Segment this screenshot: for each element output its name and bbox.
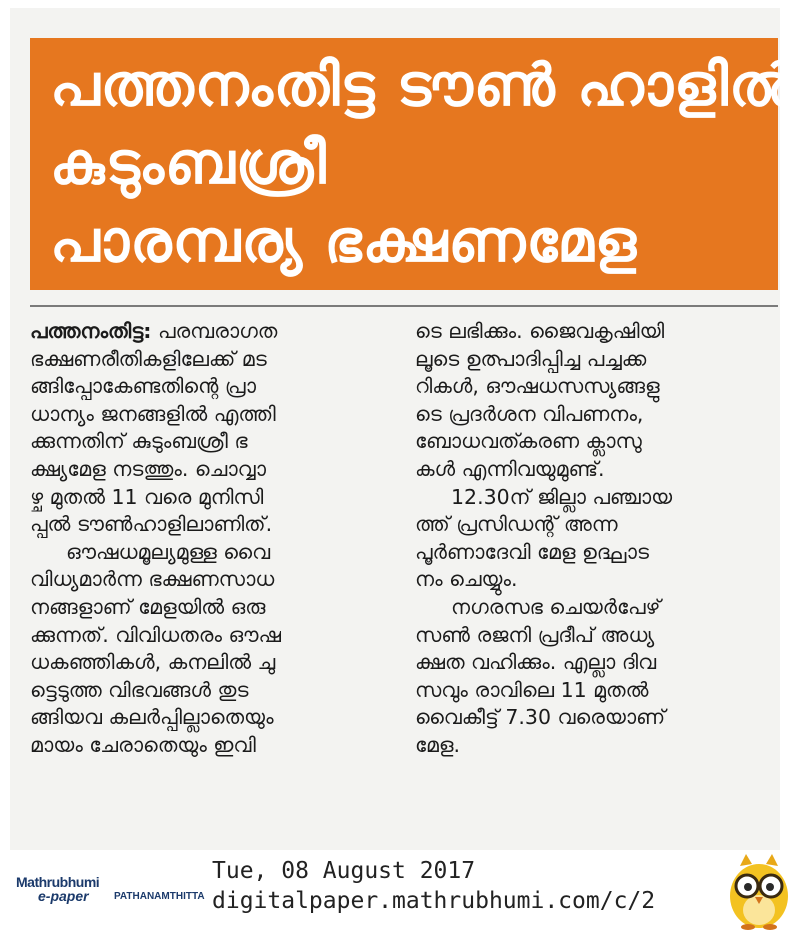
divider	[30, 305, 778, 307]
epaper-footer	[0, 850, 800, 930]
article-line: ധകഞ്ഞികൾ, കനലിൽ ചു	[30, 650, 276, 675]
article-line: പ്പൽ ടൗൺഹാളിലാണിത്.	[30, 512, 273, 537]
article-line: ധാന്യം ജനങ്ങളിൽ എത്തി	[30, 401, 276, 426]
article-line: പൂർണാദേവി മേള ഉദ്ഘാട	[415, 539, 649, 564]
article-line: മേള.	[415, 732, 460, 757]
article-line: ഭക്ഷണരീതികളിലേക്ക് മട	[30, 346, 267, 371]
article-line: മായം ചേരാതെയും ഇവി	[30, 732, 256, 757]
article-line: ത്ത് പ്രസിഡന്റ് അന്ന	[415, 512, 618, 537]
article-line: ക്കുന്നത്. വിവിധതരം ഔഷ	[30, 622, 281, 647]
headline-line: പാരമ്പര്യ ഭക്ഷണമേള	[50, 207, 638, 275]
article-line: നഗരസഭ ചെയർപേഴ്	[451, 594, 661, 619]
article-line: ടെ പ്രദർശന വിപണനം,	[415, 401, 644, 426]
publication-info	[212, 856, 720, 916]
article-line: ങ്ങിയവ കലർപ്പില്ലാതെയും	[30, 705, 274, 730]
article-line: നം ചെയ്യും.	[415, 567, 518, 592]
article-line: ക്കുന്നതിന് കുടുംബശ്രീ ഭ	[30, 429, 248, 454]
article-line: ഴ്ച മുതൽ 11 വരെ മുനിസി	[30, 484, 264, 509]
article-text: പരമ്പരാഗത	[151, 319, 278, 343]
article-column-right	[415, 318, 775, 760]
article-line: സൺ രജനി പ്രദീപ് അധ്യ	[415, 622, 655, 647]
edition-name: PATHANAMTHITTA	[114, 891, 205, 902]
article-line: 12.30ന് ജില്ലാ പഞ്ചായ	[451, 484, 673, 509]
headline-line: കുടുംബശ്രീ	[50, 129, 327, 197]
article-line: വിധ്യമാർന്ന ഭക്ഷണസാധ	[30, 567, 275, 592]
article-line: നങ്ങളാണ് മേളയിൽ ഒരു	[30, 594, 266, 619]
article-line: ക്ഷത വഹിക്കും. എല്ലാ ദിവ	[415, 650, 657, 675]
headline-banner	[30, 38, 795, 290]
article-line: ലൂടെ ഉത്പാദിപ്പിച്ച പച്ചക്ക	[415, 346, 647, 371]
article-line: ഔഷധമൂല്യമുള്ള വൈ	[66, 539, 271, 564]
brand-name: Mathrubhumi	[16, 874, 100, 890]
article-line: ബോധവത്കരണ ക്ലാസു	[415, 429, 642, 454]
headline-line: പത്തനംതിട്ട ടൗൺ ഹാളിൽ	[50, 51, 795, 119]
article-column-left	[30, 318, 390, 760]
source-url[interactable]: digitalpaper.mathrubhumi.com/c/2	[212, 888, 656, 914]
article-line: കൾ എന്നിവയുമുണ്ട്.	[415, 456, 605, 481]
article-line: റികൾ, ഔഷധസസ്യങ്ങളു	[415, 374, 660, 399]
article-line: ടെ ലഭിക്കും. ജൈവകൃഷിയി	[415, 319, 665, 343]
dateline: പത്തനംതിട്ട:	[30, 319, 152, 343]
article-line: ക്ഷ്യമേള നടത്തും. ചൊവ്വാ	[30, 456, 267, 481]
article-line: സവും രാവിലെ 11 മുതൽ	[415, 677, 649, 702]
publication-date: Tue, 08 August 2017	[212, 858, 476, 884]
article-line: വൈകീട്ട് 7.30 വരെയാണ്	[415, 705, 666, 730]
owl-mascot-icon	[724, 852, 794, 930]
article-line: ട്ടെടുത്ത വിഭവങ്ങൾ തുട	[30, 677, 249, 702]
brand-epaper: e-paper	[38, 888, 89, 904]
article-line	[30, 318, 390, 346]
article-line: ങ്ങിപ്പോകേണ്ടതിന്റെ പ്രാ	[30, 374, 256, 399]
mathrubhumi-epaper-logo[interactable]	[16, 874, 206, 914]
